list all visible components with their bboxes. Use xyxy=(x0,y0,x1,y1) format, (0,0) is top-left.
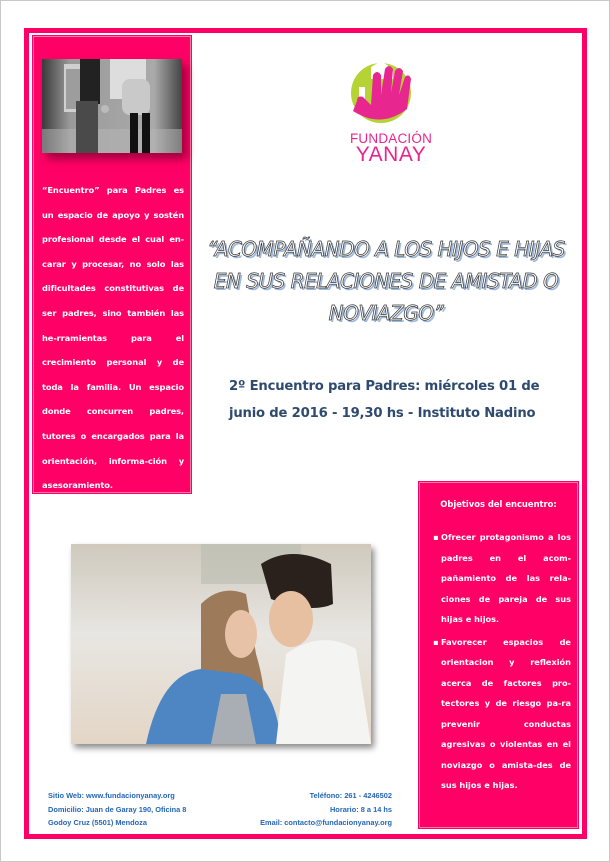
email-link[interactable]: Email: contacto@fundacionyanay.org xyxy=(260,818,392,827)
objective-item xyxy=(433,632,571,796)
logo-name-line2: YANAY xyxy=(355,143,427,166)
objective-item xyxy=(433,527,571,630)
hand-house-logo-icon xyxy=(341,59,441,127)
bullet-icon: ▪ xyxy=(433,636,439,647)
objective-text: Ofrecer protagonismo a los padres en el acom-pañamiento de las rela-ciones de pareja de sus hijas e hijos. xyxy=(441,532,571,624)
objectives-list xyxy=(433,527,571,796)
logo-name-line1: FUNDACIÓN xyxy=(349,131,433,146)
website-link[interactable]: Sitio Web: www.fundacionyanay.org xyxy=(48,791,175,800)
city-text: Godoy Cruz (5501) Mendoza xyxy=(48,818,147,827)
bullet-icon: ▪ xyxy=(433,532,439,542)
objective-text: Favorecer espacios de orientacion y reflexión acerca de factores pro-tectores y de riesgo pa-ra prevenir conductas agresivas o violentas en el noviazgo o amista-des de sus hijos e hijas. xyxy=(441,636,571,790)
footer-contact-left xyxy=(48,789,186,830)
hours-text: Horario: 8 a 14 hs xyxy=(329,804,392,814)
couple-walking-bw-photo xyxy=(42,59,182,153)
event-title: “ACOMPAÑANDO A LOS HIJOS E HIJAS EN SUS RELACIONES DE AMISTAD O NOVIAZGO” xyxy=(207,237,565,325)
phone-text: Teléfono: 261 - 4246502 xyxy=(309,791,392,800)
objectives-heading: Objetivos del encuentro: xyxy=(440,499,557,509)
footer-contact-right xyxy=(221,789,392,830)
address-text: Domicilio: Juan de Garay 190, Oficina 8 xyxy=(48,804,187,814)
fundacion-yanay-logo xyxy=(341,59,441,175)
encuentro-description: “Encuentro” para Padres es un espacio de apoyo y sostén profesional desde el cual en-carar y procesar, no solo las dificultades constitutivas de ser padres, sino también las he-rramientas para el crecimiento personal y de toda la familia. Un espacio donde concurren padres, tutores o encargados para la orientación, informa-ción y asesoramiento. xyxy=(42,185,184,491)
event-details: 2º Encuentro para Padres: miércoles 01 de junio de 2016 - 19,30 hs - Instituto Nadino xyxy=(229,379,540,421)
couple-kissing-photo xyxy=(71,544,371,744)
